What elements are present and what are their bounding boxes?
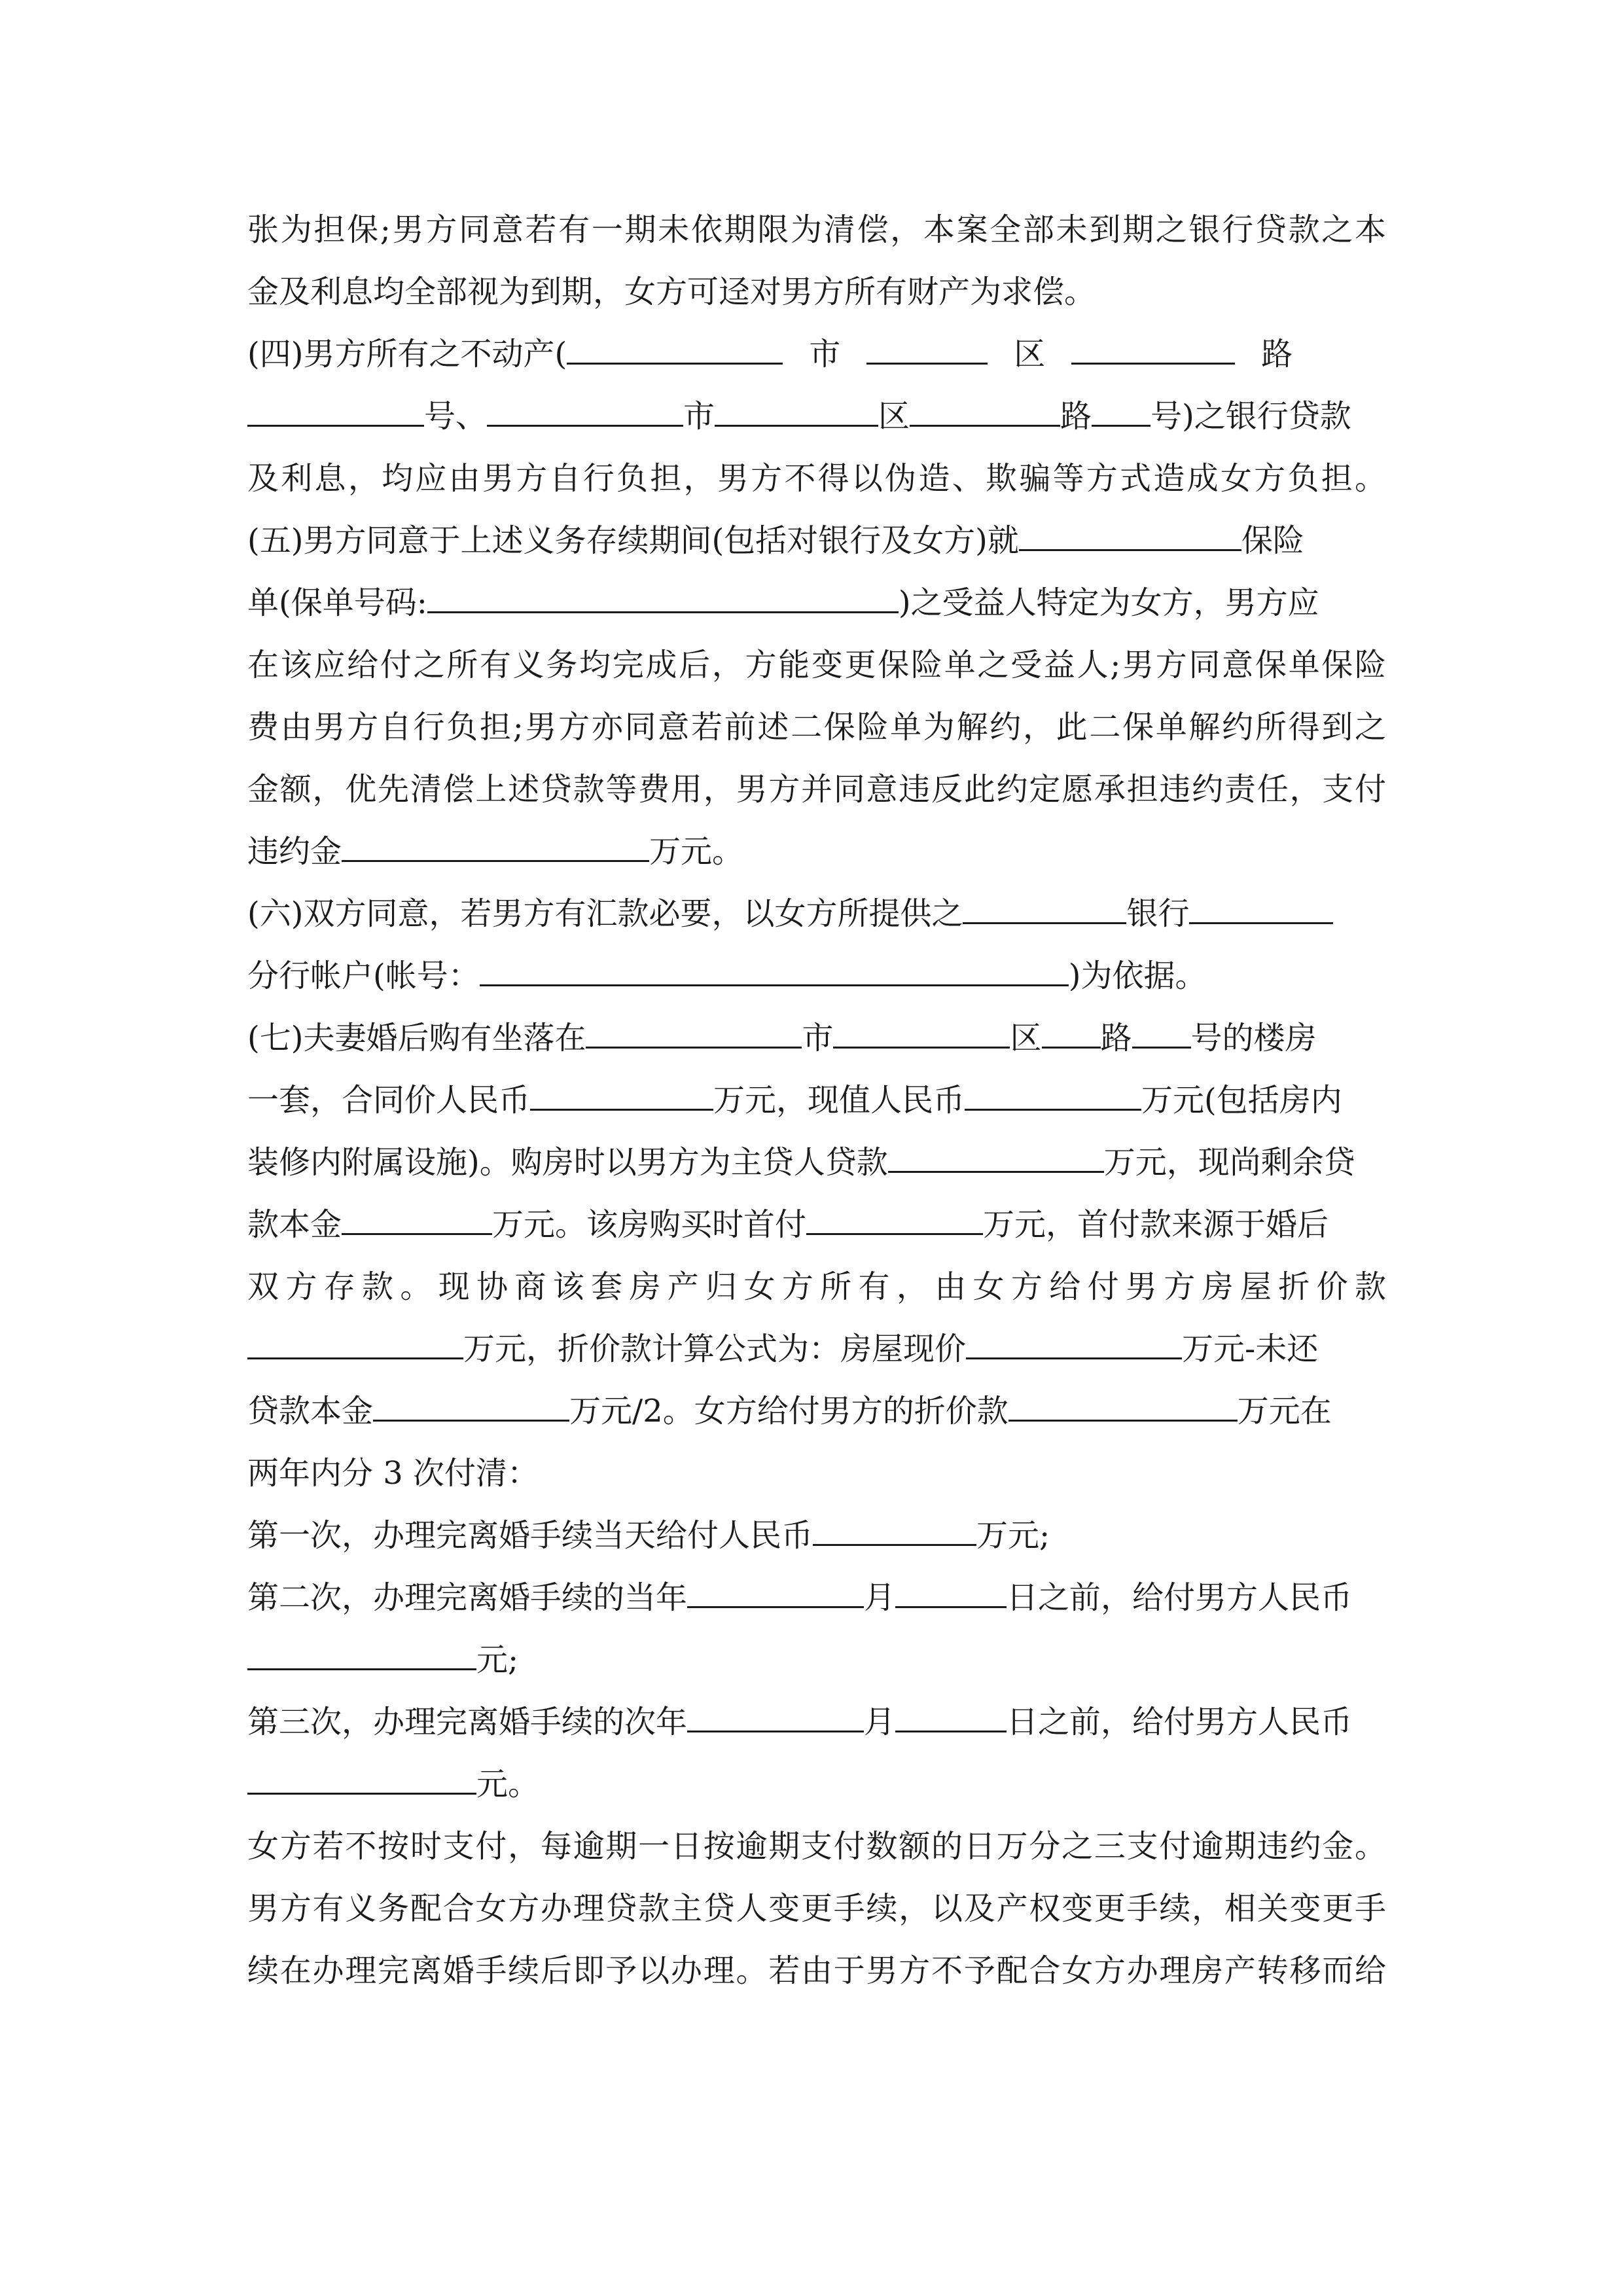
blank-field (247, 396, 424, 427)
text-line-28: 男方有义务配合女方办理贷款主贷人变更手续，以及产权变更手续，相关变更手 (247, 1890, 1386, 1927)
text-line-18: 双方存款。现协商该套房产归女方所有，由女方给付男方房屋折价款 (247, 1268, 1386, 1305)
text-line-12: (六)双方同意，若男方有汇款必要，以女方所提供之 银行 (247, 893, 1386, 934)
text-line-25: 第三次，办理完离婚手续的次年 月 日之前，给付男方人民币 (247, 1702, 1386, 1742)
blank-field (1019, 520, 1241, 551)
text-line-19: 万元，折价款计算公式为：房屋现价 万元-未还 (247, 1329, 1386, 1369)
text-line-26: 元。 (247, 1764, 1386, 1804)
blank-field (965, 1080, 1141, 1111)
blank-field (888, 1142, 1104, 1173)
blank-field (247, 1329, 463, 1359)
blank-field (910, 396, 1060, 427)
blank-field (1042, 1018, 1101, 1049)
text-line-7: 单(保单号码: )之受益人特定为女方，男方应 (247, 583, 1386, 623)
blank-field (895, 1577, 1007, 1608)
text-line-13: 分行帐户(帐号： )为依据。 (247, 956, 1386, 996)
text-line-6: (五)男方同意于上述义务存续期间(包括对银行及女方)就 保险 (247, 520, 1386, 561)
blank-field (567, 334, 783, 365)
blank-field (833, 1018, 1010, 1049)
blank-field (586, 1018, 802, 1049)
blank-field (373, 1391, 569, 1422)
blank-field (487, 396, 683, 427)
blank-field (866, 334, 988, 365)
text-line-21: 两年内分 3 次付清： (247, 1455, 539, 1492)
blank-field (342, 1204, 492, 1235)
blank-field (247, 1764, 476, 1795)
blank-field (895, 1702, 1007, 1732)
text-line-9: 费由男方自行负担;男方亦同意若前述二保险单为解约，此二保单解约所得到之 (247, 709, 1386, 745)
blank-field (963, 893, 1126, 924)
blank-field (813, 1515, 976, 1546)
text-line-20: 贷款本金 万元/2。女方给付男方的折价款 万元在 (247, 1391, 1386, 1431)
blank-field (1008, 1391, 1238, 1422)
text-line-17: 款本金 万元。该房购买时首付 万元，首付款来源于婚后 (247, 1204, 1386, 1245)
text-line-3: (四)男方所有之不动产( 市 区 路 (247, 334, 1386, 374)
text-line-22: 第一次，办理完离婚手续当天给付人民币 万元; (247, 1515, 1386, 1556)
blank-field (1092, 396, 1150, 427)
blank-field (427, 583, 899, 613)
blank-field (806, 1204, 983, 1235)
blank-field (687, 1702, 864, 1732)
text-line-24: 元; (247, 1640, 1386, 1680)
blank-field (530, 1080, 713, 1111)
text-line-10: 金额，优先清偿上述贷款等费用，男方并同意违反此约定愿承担违约责任，支付 (247, 771, 1386, 808)
blank-field (342, 831, 649, 862)
text-line-16: 装修内附属设施)。购房时以男方为主贷人贷款 万元，现尚剩余贷 (247, 1142, 1386, 1183)
text-line-2: 金及利息均全部视为到期，女方可迳对男方所有财产为求偿。 (247, 274, 1096, 310)
text-line-11: 违约金 万元。 (247, 831, 1386, 872)
text-line-23: 第二次，办理完离婚手续的当年 月 日之前，给付男方人民币 (247, 1577, 1386, 1618)
text-line-14: (七)夫妻婚后购有坐落在 市 区 路 号的楼房 (247, 1018, 1386, 1058)
blank-field (687, 1577, 864, 1608)
text-line-4: 号、 市 区 路 号)之银行贷款 (247, 396, 1386, 437)
blank-field (1132, 1018, 1191, 1049)
blank-field (715, 396, 878, 427)
text-line-29: 续在办理完离婚手续后即予以办理。若由于男方不予配合女方办理房产转移而给 (247, 1952, 1386, 1989)
text-line-15: 一套，合同价人民币 万元，现值人民币 万元(包括房内 (247, 1080, 1386, 1121)
text-line-27: 女方若不按时支付，每逾期一日按逾期支付数额的日万分之三支付逾期违约金。 (247, 1828, 1386, 1865)
blank-field (480, 956, 1069, 986)
text-line-8: 在该应给付之所有义务均完成后，方能变更保险单之受益人;男方同意保单保险 (247, 647, 1386, 683)
blank-field (966, 1329, 1182, 1359)
text-line-5: 及利息，均应由男方自行负担，男方不得以伪造、欺骗等方式造成女方负担。 (247, 460, 1386, 497)
blank-field (247, 1640, 476, 1670)
blank-field (1071, 334, 1235, 365)
blank-field (1189, 893, 1333, 924)
text-line-1: 张为担保;男方同意若有一期未依期限为清偿，本案全部未到期之银行贷款之本 (247, 211, 1386, 248)
